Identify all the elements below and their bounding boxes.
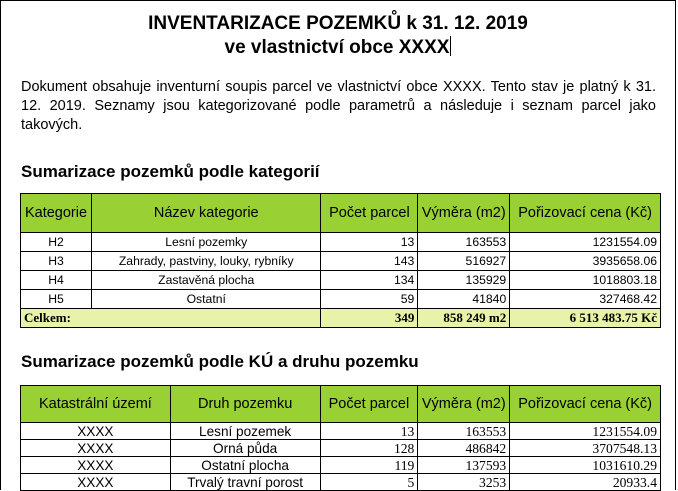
ku-summary-table [20, 385, 661, 491]
total-price: 6 513 483.75 Kč [510, 309, 661, 328]
title-line-1: INVENTARIZACE POZEMKŮ k 31. 12. 2019 [148, 13, 528, 34]
table-row [21, 271, 661, 290]
cell-type: Lesní pozemek [170, 423, 320, 440]
cell-ku: XXXX [21, 423, 171, 440]
cell-count: 59 [321, 290, 418, 309]
table-row [21, 233, 661, 252]
cell-ku: XXXX [21, 457, 171, 474]
total-area: 858 249 m2 [418, 309, 510, 328]
total-row [21, 309, 661, 328]
col-header-price: Pořizovací cena (Kč) [510, 386, 661, 423]
total-label: Celkem: [21, 309, 321, 328]
section-heading-ku: Sumarizace pozemků podle KÚ a druhu pozemku [21, 352, 419, 371]
text-cursor [450, 36, 451, 56]
table-row [21, 252, 661, 271]
table-row [21, 290, 661, 309]
cell-area: 41840 [418, 290, 510, 309]
document-title [1, 12, 675, 60]
cell-price: 1031610.29 [510, 457, 661, 474]
intro-paragraph: Dokument obsahuje inventurní soupis parcel ve vlastnictví obce XXXX. Tento stav je platný k 31. 12. 2019. Seznamy jsou kategorizované podle parametrů a následuje i seznam parcel jako takových. [21, 79, 656, 133]
cell-area: 163553 [418, 233, 510, 252]
cell-area: 135929 [418, 271, 510, 290]
cell-count: 13 [321, 233, 418, 252]
cell-price: 1231554.09 [510, 233, 661, 252]
cell-price: 1231554.09 [510, 423, 661, 440]
col-header-category-name: Název kategorie [91, 194, 321, 233]
col-header-area: Výměra (m2) [418, 194, 510, 233]
col-header-count: Počet parcel [320, 386, 418, 423]
table-header-row [21, 194, 661, 233]
cell-code: H2 [21, 233, 92, 252]
cell-price: 3935658.06 [510, 252, 661, 271]
cell-code: H5 [21, 290, 92, 309]
cell-ku: XXXX [21, 474, 171, 491]
cell-count: 143 [321, 252, 418, 271]
cell-count: 13 [320, 423, 418, 440]
cell-type: Trvalý travní porost [170, 474, 320, 491]
col-header-count: Počet parcel [321, 194, 418, 233]
category-summary-table [20, 193, 661, 328]
cell-code: H3 [21, 252, 92, 271]
col-header-cadastral-area: Katastrální území [21, 386, 171, 423]
cell-area: 3253 [418, 474, 510, 491]
cell-price: 20933.4 [510, 474, 661, 491]
title-line-2 [1, 36, 675, 60]
cell-price: 327468.42 [510, 290, 661, 309]
cell-code: H4 [21, 271, 92, 290]
cell-name: Zahrady, pastviny, louky, rybníky [91, 252, 321, 271]
cell-area: 137593 [418, 457, 510, 474]
cell-ku: XXXX [21, 440, 171, 457]
col-header-land-type: Druh pozemku [170, 386, 320, 423]
table-row [21, 423, 661, 440]
col-header-category: Kategorie [21, 194, 92, 233]
col-header-area: Výměra (m2) [418, 386, 510, 423]
cell-count: 128 [320, 440, 418, 457]
cell-name: Lesní pozemky [91, 233, 321, 252]
cell-name: Ostatní [91, 290, 321, 309]
cell-area: 516927 [418, 252, 510, 271]
col-header-price: Pořizovací cena (Kč) [510, 194, 661, 233]
title-line-2-text: ve vlastnictví obce XXXX [224, 37, 450, 58]
cell-area: 163553 [418, 423, 510, 440]
total-count: 349 [321, 309, 418, 328]
cell-type: Ostatní plocha [170, 457, 320, 474]
cell-name: Zastavěná plocha [91, 271, 321, 290]
cell-count: 5 [320, 474, 418, 491]
table-row [21, 440, 661, 457]
table-row [21, 474, 661, 491]
section-heading-categories: Sumarizace pozemků podle kategorií [21, 162, 320, 181]
cell-price: 1018803.18 [510, 271, 661, 290]
cell-type: Orná půda [170, 440, 320, 457]
cell-count: 119 [320, 457, 418, 474]
table-row [21, 457, 661, 474]
cell-area: 486842 [418, 440, 510, 457]
cell-count: 134 [321, 271, 418, 290]
cell-price: 3707548.13 [510, 440, 661, 457]
table-header-row [21, 386, 661, 423]
